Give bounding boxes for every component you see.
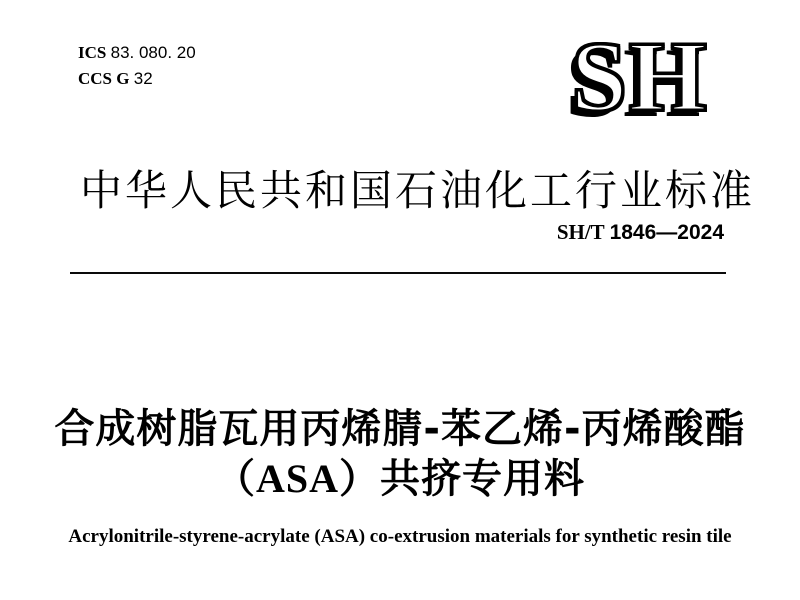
national-standard-heading: 中华人民共和国石油化工行业标准: [80, 169, 756, 215]
header-divider-rule: [70, 272, 726, 274]
ccs-code-line: [78, 66, 196, 92]
ics-value: 83. 080. 20: [110, 43, 196, 62]
ccs-label: CCS G: [78, 69, 130, 88]
sh-standard-logo: SH: [571, 21, 709, 132]
title-line2-rest: ）共挤专用料: [339, 456, 586, 502]
title-chinese: [0, 404, 800, 504]
standard-number: [557, 220, 724, 245]
standard-number-prefix: SH/T: [556, 220, 605, 244]
standard-number-digits: 1846—2024: [609, 221, 724, 244]
ccs-value: 32: [133, 69, 153, 88]
title-open-paren: （: [214, 456, 256, 502]
ics-code-line: [78, 40, 196, 66]
title-chinese-line2: [215, 456, 585, 502]
title-asa-abbrev: ASA: [255, 456, 340, 501]
title-chinese-line1: 合成树脂瓦用丙烯腈-苯乙烯-丙烯酸酯: [54, 406, 746, 452]
classification-codes: [78, 40, 196, 92]
ics-label: ICS: [78, 43, 107, 62]
title-english: Acrylonitrile-styrene-acrylate (ASA) co-extrusion materials for synthetic resin tile: [68, 526, 732, 547]
